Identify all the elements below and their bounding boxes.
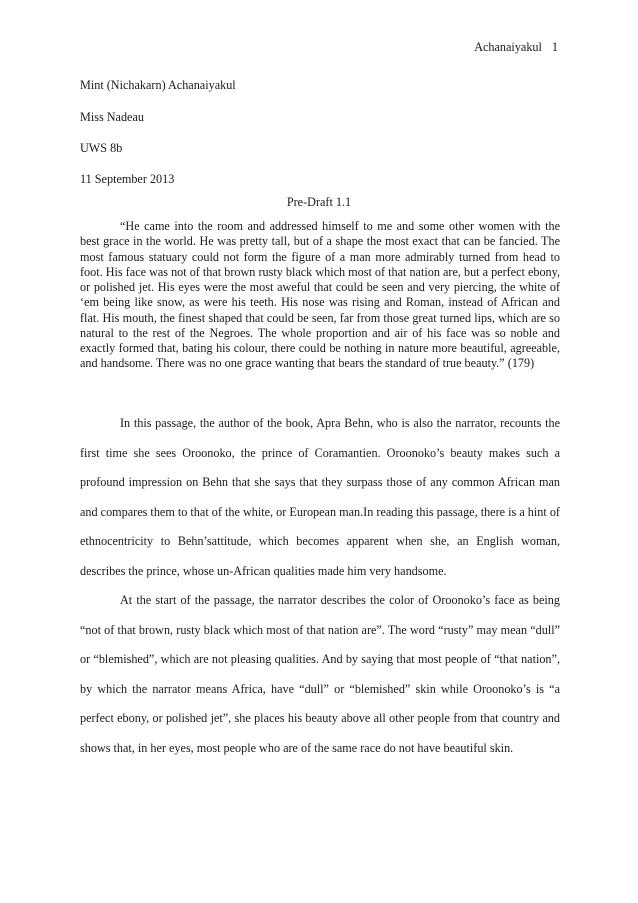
date: 11 September 2013: [80, 172, 175, 186]
header-author-name: Achanaiyakul: [474, 40, 542, 54]
body-paragraph-1: In this passage, the author of the book, Apra Behn, who is also the narrator, recounts the first time she sees Oroonoko, the prince of Coramantien. Oroonoko’s beauty makes such a profound impression on Behn that she says that they surpass those of any common African man and compares them to that of the white, or European man.In reading this passage, there is a hint of ethnocentricity to Behn’sattitude, which becomes apparent when she, an English woman, describes the prince, whose un-African qualities made him very handsome.: [80, 416, 560, 578]
page-number: 1: [551, 40, 558, 54]
block-quote: “He came into the room and addressed himself to me and some other women with the best grace in the world. He was pretty tall, but of a shape the most exact that can be fancied. The most famous statuary could not form the figure of a man more admirably turned from head to foot. His face was not of that brown rusty black which most of that nation are, but a perfect ebony, or polished jet. His eyes were the most aweful that could be seen and very piercing, the white of ‘em being like snow, as were his teeth. His nose was rising and Roman, instead of African and flat. His mouth, the finest shaped that could be seen, far from those great turned lips, which are so natural to the rest of the Negroes. The whole proportion and air of his face was so noble and exactly formed that, bating his colour, there could be nothing in nature more beautiful, agreeable, and handsome. There was no one grace wanting that bears the standard of true beauty.” (179): [80, 219, 560, 371]
body-paragraph-2: At the start of the passage, the narrator describes the color of Oroonoko’s face as being “not of that brown, rusty black which most of that nation are”. The word “rusty” may mean “dull” or “blemished”, which are not pleasing qualities. And by saying that most people of “that nation”, by which the narrator means Africa, have “dull” or “blemished” skin while Oroonoko’s is “a perfect ebony, or polished jet”, she places his beauty above all other people from that country and shows that, in her eyes, most people who are of the same race do not have beautiful skin.: [80, 593, 560, 755]
running-header: [474, 40, 558, 55]
instructor-name: Miss Nadeau: [80, 110, 144, 124]
student-name: Mint (Nichakarn) Achanaiyakul: [80, 78, 236, 92]
document-title: Pre-Draft 1.1: [286, 195, 352, 209]
course-name: UWS 8b: [80, 141, 123, 155]
